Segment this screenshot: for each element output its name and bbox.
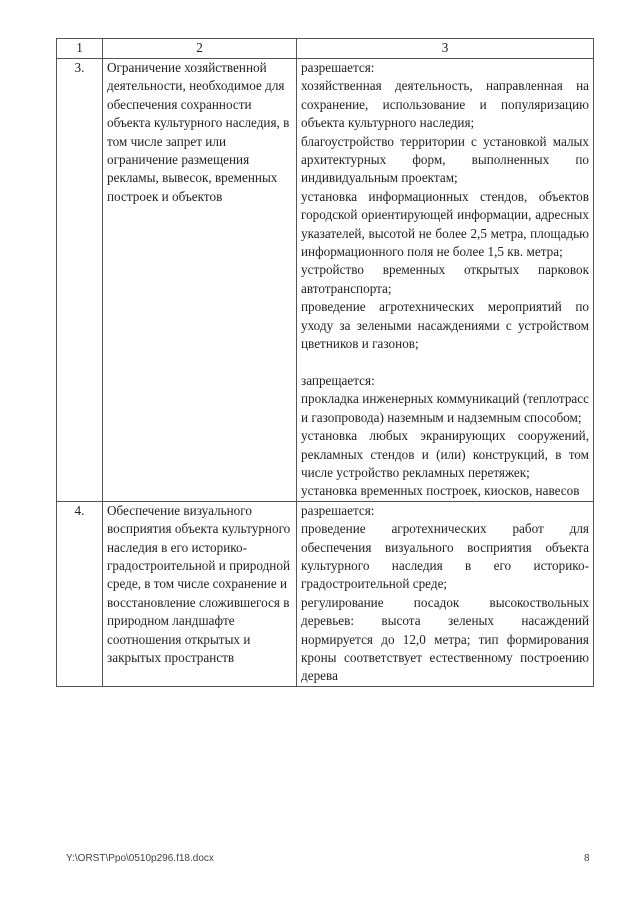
document-path: Y:\ORST\Ppo\0510p296.f18.docx (66, 853, 214, 864)
allowed-item: устройство временных открытых парковок автотранспорта; (301, 262, 589, 296)
allowed-item: проведение агротехнических мероприятий по уходу за зелеными насаждениями с устройством цветников и газонов; (301, 299, 589, 352)
row-rules (297, 501, 594, 686)
allowed-heading: разрешается: (301, 60, 375, 75)
restrictions-table (56, 38, 594, 687)
prohibited-item: прокладка инженерных коммуникаций (теплотрасс и газопровода) наземным и надземным способом; (301, 391, 589, 425)
table-row (57, 59, 594, 502)
column-header: 3 (297, 39, 594, 59)
allowed-item: проведение агротехнических работ для обеспечения визуального восприятия объекта культурного наследия в его историко-градостроительной среде; (301, 521, 589, 592)
row-number: 4. (57, 501, 103, 686)
allowed-item: установка информационных стендов, объектов городской ориентирующей информации, адресных указателей, высотой не более 2,5 метра, площадью информационного поля не более 1,5 кв. метра; (301, 188, 589, 260)
column-header: 2 (103, 39, 297, 59)
prohibited-item: установка временных построек, киосков, навесов (301, 483, 580, 499)
allowed-item: регулирование посадок высокоствольных деревьев: высота зеленых насаждений нормируется до 12,0 метра; тип формирования кроны соответствует естественному построению дерева (301, 594, 589, 684)
row-number: 3. (57, 59, 103, 502)
allowed-item: благоустройство территории с установкой малых архитектурных форм, выполненных по индивидуальным проектам; (301, 133, 589, 186)
spacer (301, 354, 589, 372)
row-rules (297, 59, 594, 502)
table-row (57, 501, 594, 686)
column-header: 1 (57, 39, 103, 59)
row-description: Ограничение хозяйственной деятельности, необходимое для обеспечения сохранности объекта культурного наследия, в том числе запрет или ограничение размещения рекламы, вывесок, временных построек и объектов (103, 59, 297, 502)
row-description: Обеспечение визуального восприятия объекта культурного наследия в его историко-градостроительной и природной среде, в том числе сохранение и восстановление сложившегося в природном ландшафте соотношения открытых и закрытых пространств (103, 501, 297, 686)
prohibited-item: установка любых экранирующих сооружений, рекламных стендов и (или) конструкций, в том числе устройство рекламных перетяжек; (301, 428, 589, 480)
page-number: 8 (584, 853, 590, 864)
allowed-item: хозяйственная деятельность, направленная на сохранение, использование и популяризацию объекта культурного наследия; (301, 78, 589, 131)
table-header-row (57, 39, 594, 59)
prohibited-heading: запрещается: (301, 372, 375, 388)
allowed-heading: разрешается: (301, 502, 375, 518)
